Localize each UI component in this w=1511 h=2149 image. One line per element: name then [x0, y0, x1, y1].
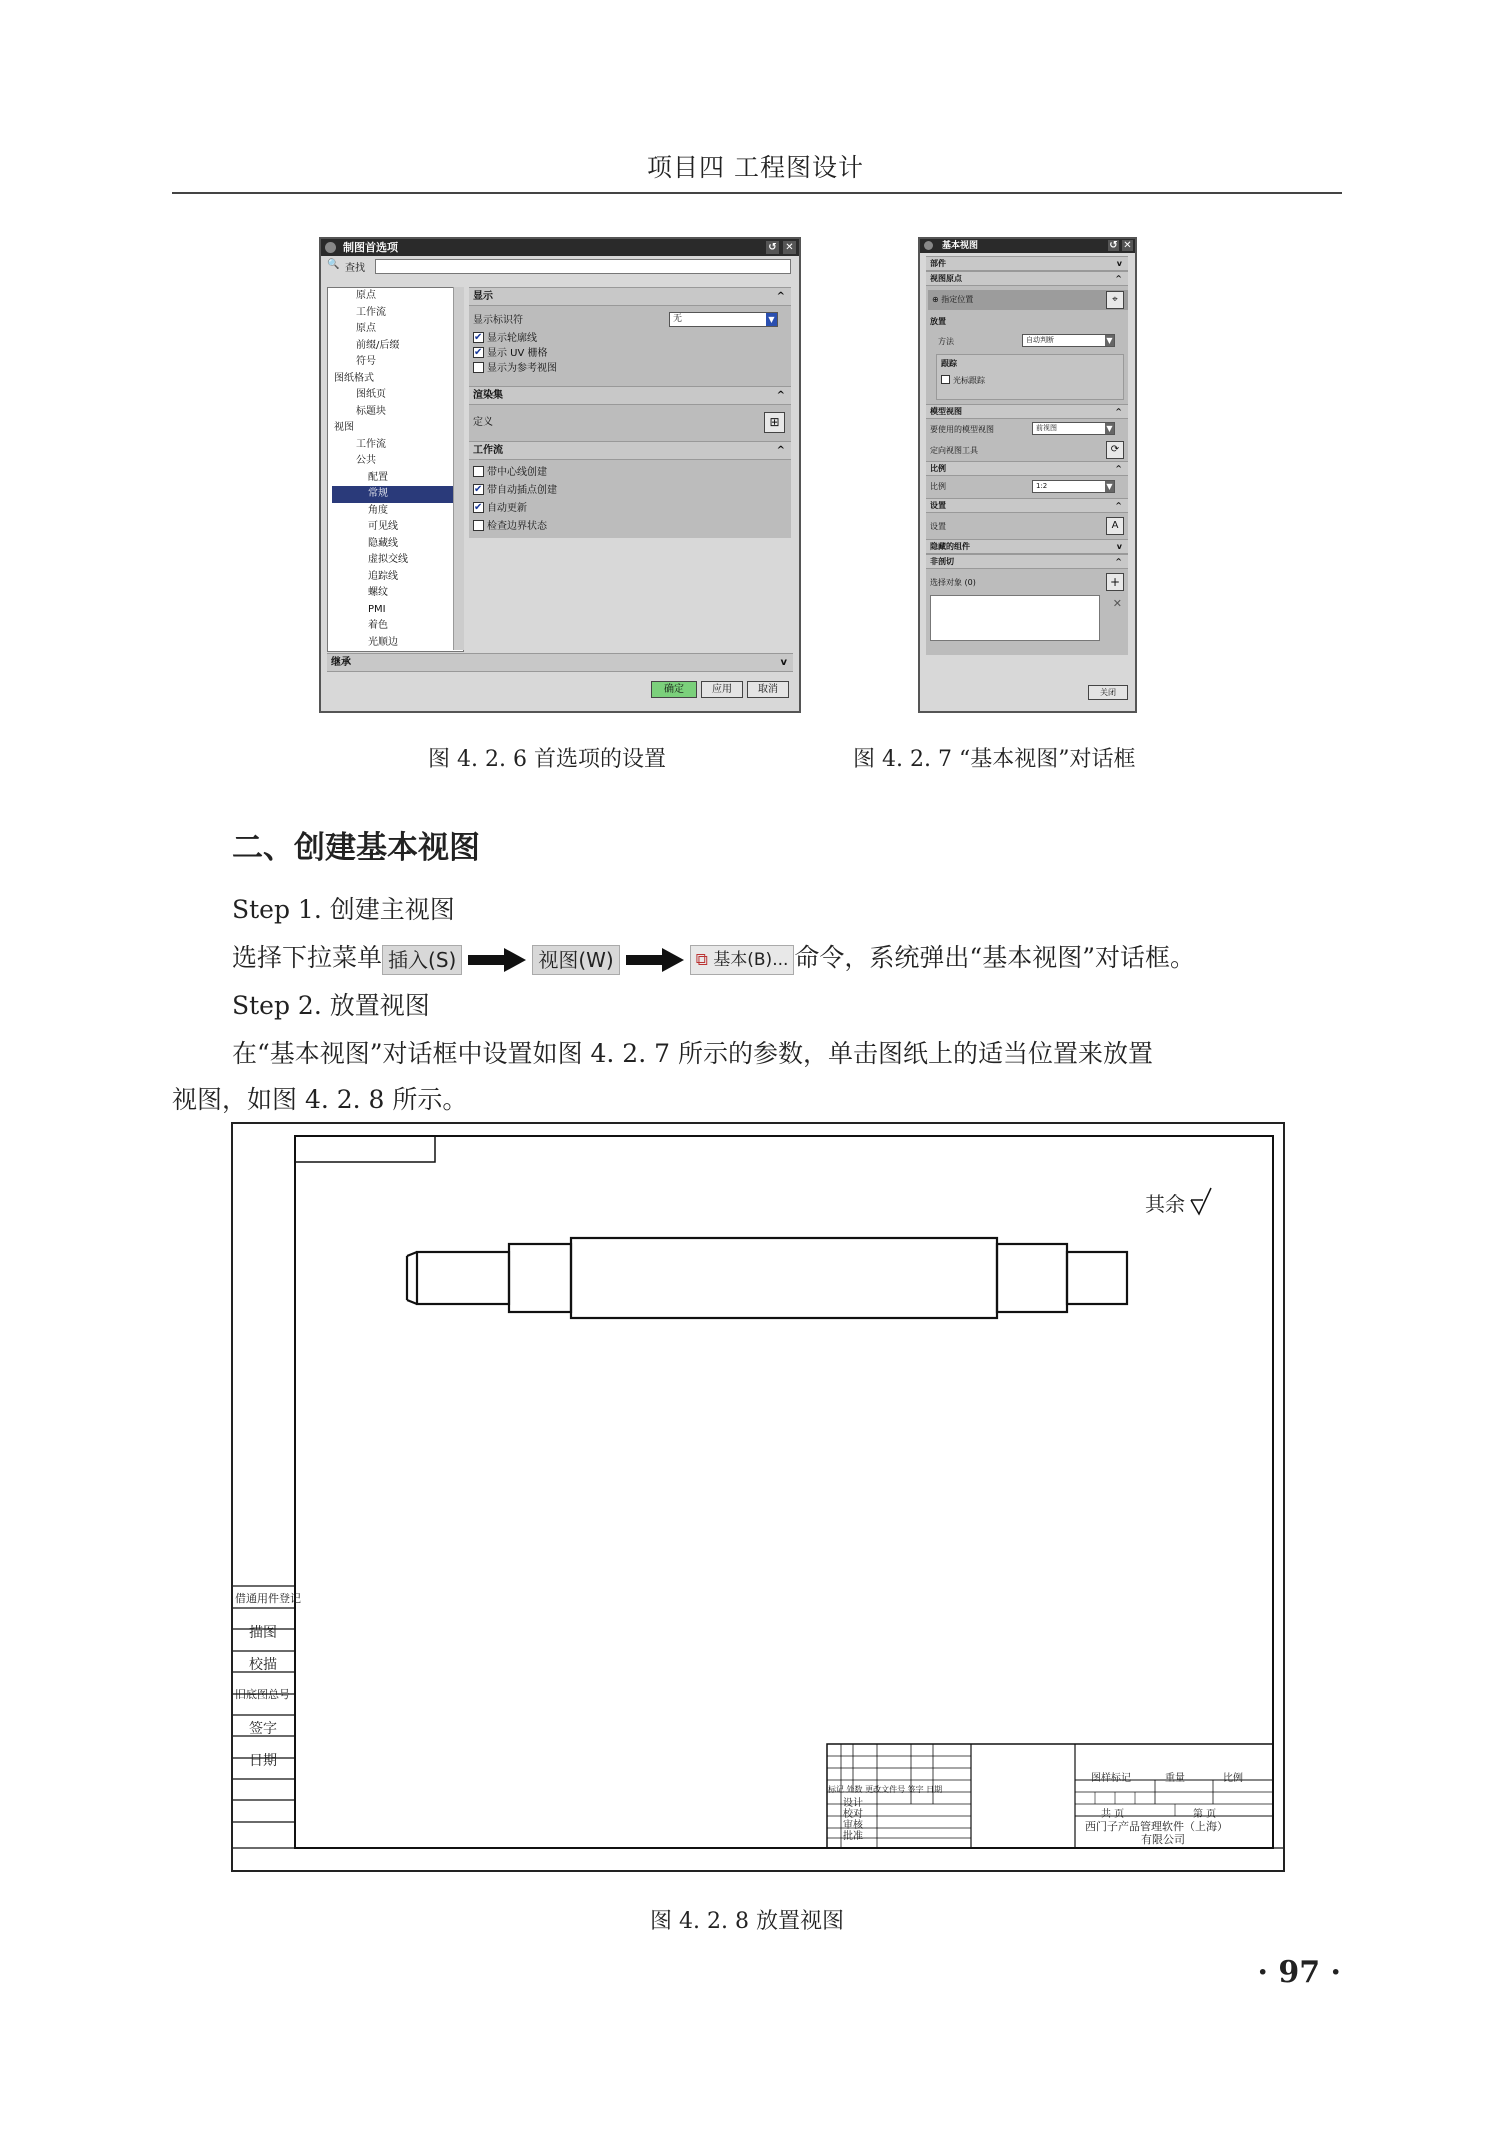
checkbox-cursor-track[interactable]: [941, 375, 950, 384]
specify-location-label: 指定位置: [941, 295, 974, 304]
section-model-view[interactable]: [926, 404, 1128, 419]
base-view-icon: ⧉: [695, 949, 708, 970]
instruction-prefix: 选择下拉菜单: [232, 943, 383, 972]
close-icon[interactable]: ✕: [1123, 240, 1132, 251]
paragraph-line1: 在“基本视图”对话框中设置如图 4. 2. 7 所示的参数，单击图纸上的适当位置来放置: [232, 1039, 1153, 1068]
show-label-select[interactable]: [669, 312, 778, 327]
model-view-label: 模型视图: [930, 407, 962, 416]
base-view-panel: [926, 256, 1128, 655]
section-display[interactable]: [469, 287, 791, 306]
left-strip-label: 旧底图总号: [235, 1688, 290, 1701]
point-dialog-icon[interactable]: ⌖: [1106, 291, 1124, 309]
show-label-field: 显示标识符: [473, 315, 523, 326]
tree-item[interactable]: 视图: [334, 422, 354, 433]
checkbox-auto-update[interactable]: [473, 502, 484, 513]
chevron-up-icon: ^: [1115, 274, 1122, 283]
checkbox-auto-center-label: 带自动插点创建: [487, 485, 557, 496]
dialog2-title-bar: [920, 239, 1135, 253]
menu-view[interactable]: 视图(W): [532, 945, 619, 975]
dropdown-arrow-icon: ▼: [1106, 482, 1113, 491]
specify-location-row[interactable]: [928, 290, 1128, 310]
figure-caption-4-2-8: 图 4. 2. 8 放置视图: [650, 1909, 844, 1934]
chevron-up-icon: ^: [1115, 557, 1122, 566]
cursor-track-label: 光标跟踪: [953, 376, 985, 385]
base-view-dialog: [918, 237, 1137, 713]
menu-base[interactable]: [690, 945, 795, 975]
preferences-tree[interactable]: [327, 287, 464, 652]
checkbox-outline[interactable]: [473, 332, 484, 343]
tb-scale: 比例: [1223, 1773, 1243, 1784]
render-define-icon[interactable]: ⊞: [764, 412, 785, 433]
menu-insert[interactable]: 插入(S): [382, 945, 462, 975]
tb-company-1: 西门子产品管理软件（上海）: [1085, 1820, 1228, 1833]
tb-company-2: 有限公司: [1141, 1833, 1185, 1846]
tree-item[interactable]: 隐藏线: [368, 537, 398, 549]
part-label: 部件: [930, 259, 946, 268]
checkbox-check-boundary-label: 检查边界状态: [487, 521, 547, 532]
checkbox-reference[interactable]: [473, 362, 484, 373]
select-objects-label: 选择对象 (0): [930, 578, 976, 587]
tree-item[interactable]: 螺纹: [368, 587, 388, 598]
checkbox-center-label: 带中心线创建: [487, 467, 547, 478]
left-strip-label: 借通用件登记: [235, 1592, 301, 1605]
scale-select[interactable]: [1032, 480, 1115, 493]
search-icon: 🔍: [327, 259, 340, 270]
checkbox-uv[interactable]: [473, 347, 484, 358]
gear-icon: [924, 241, 933, 250]
chevron-up-icon: ^: [1115, 501, 1122, 510]
section-scale[interactable]: [926, 461, 1128, 476]
tree-item[interactable]: 着色: [368, 620, 388, 631]
method-select[interactable]: [1022, 334, 1115, 347]
orient-view-icon[interactable]: ⟳: [1106, 441, 1124, 459]
left-strip-label: 签字: [249, 1721, 277, 1737]
view-origin-label: 视图原点: [930, 274, 962, 283]
section-view-origin[interactable]: [926, 271, 1128, 286]
settings-label: 设置: [930, 522, 946, 531]
header-rule: [172, 192, 1342, 194]
chevron-down-icon: v: [1116, 259, 1122, 268]
cancel-button[interactable]: 取消: [747, 681, 789, 698]
roughness-label: 其余: [1145, 1192, 1185, 1216]
show-label-value: 无: [673, 314, 683, 324]
dialog-title-bar: [321, 239, 799, 256]
tb-check: 校对: [843, 1809, 863, 1820]
location-icon: ⊕: [932, 295, 939, 304]
search-label: 查找: [345, 263, 365, 274]
page-number: · 97 ·: [1257, 1955, 1341, 1990]
settings-section-label: 设置: [930, 501, 946, 510]
tree-item[interactable]: PMI: [368, 603, 386, 615]
drafting-preferences-dialog: [319, 237, 801, 713]
figure-caption-4-2-7: 图 4. 2. 7 “基本视图”对话框: [853, 747, 1136, 772]
drawing-sheet: [231, 1122, 1285, 1872]
dropdown-arrow-icon: ▼: [1106, 336, 1113, 345]
dialog2-title: 基本视图: [942, 241, 979, 251]
tree-item[interactable]: 图纸格式: [334, 372, 374, 384]
placement-label: 放置: [930, 317, 946, 326]
roughness-symbol: [1191, 1188, 1211, 1214]
scale-section-label: 比例: [930, 464, 946, 473]
tree-item[interactable]: 前缀/后缀: [356, 339, 400, 351]
section-title: 二、创建基本视图: [232, 830, 480, 866]
scale-label: 比例: [930, 482, 946, 491]
section-render-label: 渲染集: [473, 390, 503, 401]
checkbox-outline-label: 显示轮廓线: [487, 333, 537, 344]
gear-icon: [325, 242, 336, 253]
dropdown-arrow-icon: ▼: [766, 313, 777, 326]
reset-icon[interactable]: ↺: [766, 241, 779, 254]
checkbox-center[interactable]: [473, 466, 484, 477]
chevron-up-icon: ^: [776, 445, 785, 456]
tb-stage-mark: 图样标记: [1091, 1773, 1131, 1784]
track-label: 跟踪: [941, 359, 957, 368]
tb-approve: 批准: [843, 1831, 863, 1842]
paragraph-line2: 视图，如图 4. 2. 8 所示。: [172, 1085, 468, 1114]
tree-item[interactable]: 公共: [356, 455, 376, 466]
tb-design: 设计: [843, 1798, 863, 1809]
settings-panel: [469, 287, 791, 538]
step1: Step 1. 创建主视图: [232, 895, 455, 924]
search-input[interactable]: [375, 259, 791, 274]
method-value: 自动判断: [1026, 336, 1054, 344]
figure-caption-4-2-6: 图 4. 2. 6 首选项的设置: [428, 747, 666, 772]
chevron-up-icon: ^: [776, 291, 785, 302]
add-icon[interactable]: +: [1106, 573, 1124, 591]
instruction-suffix: 命令，系统弹出“基本视图”对话框。: [794, 943, 1195, 972]
tree-item[interactable]: 配置: [368, 471, 388, 483]
checkbox-uv-label: 显示 UV 栅格: [487, 348, 548, 359]
hidden-parts-label: 隐藏的组件: [930, 542, 970, 551]
chevron-up-icon: ^: [776, 390, 785, 401]
section-non-section[interactable]: [926, 554, 1128, 569]
tree-item[interactable]: 常规: [332, 486, 463, 503]
section-hidden-parts[interactable]: [926, 539, 1128, 554]
tree-item[interactable]: 虚拟交线: [368, 554, 408, 565]
tree-item[interactable]: 图纸页: [356, 389, 386, 400]
chevron-up-icon: ^: [1115, 407, 1122, 416]
checkbox-auto-update-label: 自动更新: [487, 503, 527, 514]
dialog-title: 制图首选项: [343, 241, 398, 254]
tree-item[interactable]: 追踪线: [368, 570, 398, 582]
section-workflow[interactable]: [469, 441, 791, 460]
arrow-right-icon: [468, 948, 526, 972]
tree-item[interactable]: 可见线: [368, 521, 398, 532]
arrow-right-icon: [626, 948, 684, 972]
tree-item[interactable]: 原点: [356, 323, 376, 334]
selection-list[interactable]: [930, 595, 1100, 641]
tb-row-header: 标记 处数 更改文件号 签字 日期: [828, 1785, 943, 1794]
chevron-down-icon: v: [1116, 542, 1122, 551]
checkbox-check-boundary[interactable]: [473, 520, 484, 531]
tree-scrollbar[interactable]: [453, 287, 464, 650]
tb-weight: 重量: [1165, 1773, 1185, 1784]
tree-item[interactable]: 角度: [368, 504, 388, 516]
tb-page: 第 页: [1193, 1809, 1217, 1820]
model-view-value: 前视图: [1036, 424, 1057, 432]
left-strip-label: 日期: [249, 1753, 277, 1769]
chevron-down-icon: v: [780, 657, 787, 668]
chevron-up-icon: ^: [1115, 464, 1122, 473]
tree-item[interactable]: 工作流: [356, 438, 386, 450]
menu-base-label: 基本(B)...: [713, 949, 789, 970]
scale-value: 1:2: [1036, 482, 1048, 490]
left-strip-label: 描图: [249, 1625, 277, 1641]
dropdown-arrow-icon: ▼: [1106, 424, 1113, 433]
section-inherit[interactable]: [327, 653, 793, 672]
step2: Step 2. 放置视图: [232, 991, 430, 1020]
tree-item[interactable]: 标题块: [356, 405, 386, 417]
ok-button[interactable]: 确定: [651, 681, 697, 698]
tb-total: 共 页: [1101, 1809, 1125, 1820]
section-display-label: 显示: [473, 291, 493, 302]
model-view-select[interactable]: [1032, 422, 1115, 435]
non-section-label: 非剖切: [930, 557, 954, 566]
section-render[interactable]: [469, 386, 791, 405]
running-header: 项目四 工程图设计: [647, 153, 864, 182]
checkbox-reference-label: 显示为参考视图: [487, 363, 557, 374]
section-inherit-label: 继承: [331, 657, 351, 668]
settings-icon[interactable]: A: [1106, 517, 1124, 535]
orient-tool-label: 定向视图工具: [930, 446, 978, 455]
left-strip-label: 校描: [249, 1657, 277, 1673]
render-define-label: 定义: [473, 417, 493, 428]
remove-icon[interactable]: ✕: [1112, 597, 1122, 610]
close-button[interactable]: 关闭: [1088, 685, 1128, 700]
model-view-field-label: 要使用的模型视图: [930, 425, 994, 434]
method-label: 方法: [938, 337, 954, 346]
apply-button[interactable]: 应用: [701, 681, 743, 698]
drawing-frame: [233, 1124, 1283, 1870]
tree-item[interactable]: 光顺边: [368, 636, 398, 648]
shaft-part: [407, 1238, 1127, 1318]
tb-review: 审核: [843, 1820, 863, 1831]
section-settings[interactable]: [926, 498, 1128, 513]
track-group: [936, 354, 1124, 400]
tree-item[interactable]: 工作流: [356, 306, 386, 318]
section-workflow-label: 工作流: [473, 445, 503, 456]
tree-item[interactable]: 原点: [356, 290, 376, 301]
section-part[interactable]: [926, 256, 1128, 271]
close-icon[interactable]: ✕: [783, 241, 796, 254]
tree-item[interactable]: 符号: [356, 356, 376, 367]
checkbox-auto-center[interactable]: [473, 484, 484, 495]
reset-icon[interactable]: ↺: [1109, 240, 1118, 251]
menu-instruction: [232, 938, 1195, 978]
